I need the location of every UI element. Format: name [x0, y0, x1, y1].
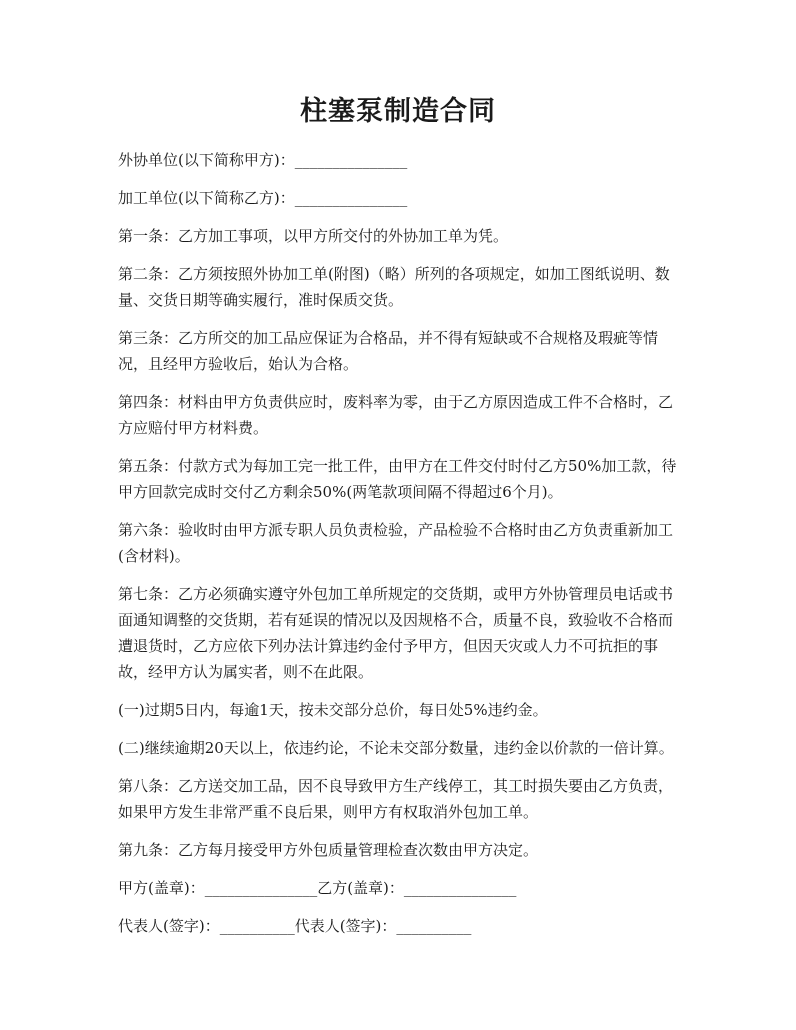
clause-7-item-2: (二)继续逾期20天以上，依违约论，不论未交部分数量，违约金以价款的一倍计算。: [118, 739, 674, 757]
document-body: [118, 147, 686, 951]
clause-2: 第二条：乙方须按照外协加工单(附图)（略）所列的各项规定，如加工图纸说明、数量、交货日期等确实履行，准时保质交货。: [118, 265, 670, 309]
clause-4: 第四条：材料由甲方负责供应时，废料率为零，由于乙方原因造成工件不合格时，乙方应赔付甲方材料费。: [118, 393, 674, 437]
clause-1: 第一条：乙方加工事项，以甲方所交付的外协加工单为凭。: [118, 227, 509, 245]
document-title: 柱塞泵制造合同: [300, 96, 496, 127]
signature-line: 代表人(签字)：__________代表人(签字)：__________: [118, 917, 472, 935]
clause-7: 第七条：乙方必须确实遵守外包加工单所规定的交货期，或甲方外协管理员电话或书面通知调整的交货期，若有延误的情况以及因规格不合，质量不良，致验收不合格而遭退货时，乙方应依下列办法计算违约金付予甲方，但因天灾或人力不可抗拒的事故，经甲方认为属实者，则不在此限。: [118, 585, 674, 681]
clause-6: 第六条：验收时由甲方派专职人员负责检验，产品检验不合格时由乙方负责重新加工(含材料)。: [118, 521, 674, 565]
party-a-line: 外协单位(以下简称甲方)：_______________: [118, 151, 408, 169]
clause-8: 第八条：乙方送交加工品，因不良导致甲方生产线停工，其工时损失要由乙方负责，如果甲方发生非常严重不良后果，则甲方有权取消外包加工单。: [118, 777, 674, 821]
clause-7-item-1: (一)过期5日内，每逾1天，按未交部分总价，每日处5%违约金。: [118, 701, 548, 719]
party-b-line: 加工单位(以下简称乙方)：_______________: [118, 189, 408, 207]
clause-3: 第三条：乙方所交的加工品应保证为合格品，并不得有短缺或不合规格及瑕疵等情况，且经甲方验收后，始认为合格。: [118, 329, 659, 373]
clause-9: 第九条：乙方每月接受甲方外包质量管理检查次数由甲方决定。: [118, 841, 539, 859]
clause-5: 第五条：付款方式为每加工完一批工件，由甲方在工件交付时付乙方50%加工款，待甲方回款完成时交付乙方剩余50%(两笔款项间隔不得超过6个月)。: [118, 457, 677, 501]
seal-line: 甲方(盖章)：_______________乙方(盖章)：_______________: [118, 879, 517, 897]
